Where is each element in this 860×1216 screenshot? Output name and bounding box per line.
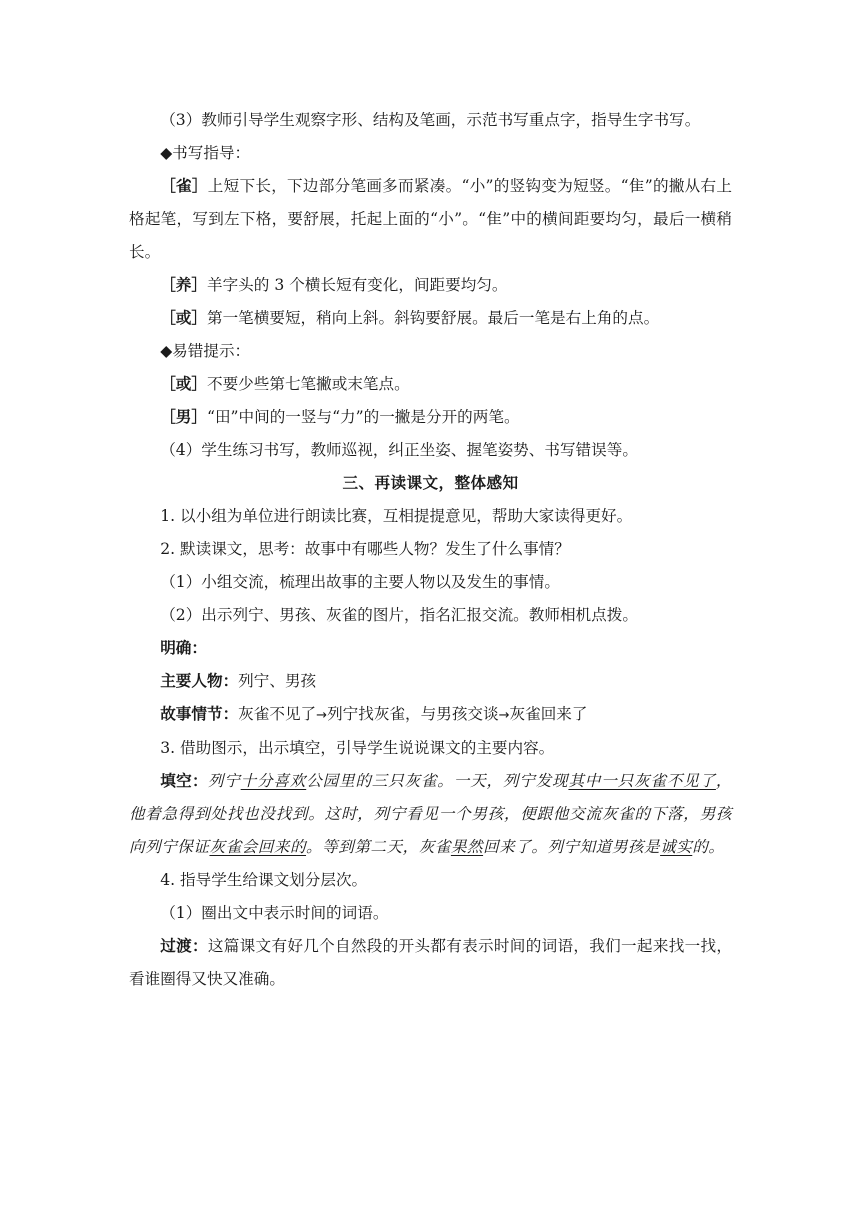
fill-answer-1: 十分喜欢 bbox=[240, 772, 307, 790]
fill-text-5: 回来了。列宁知道男孩是 bbox=[483, 838, 661, 856]
item-2-2-paragraph: （2）出示列宁、男孩、灰雀的图片，指名汇报交流。教师相机点拨。 bbox=[160, 606, 638, 624]
characters-label: 主要人物： bbox=[160, 672, 239, 690]
step-3-paragraph: （3）教师引导学生观察字形、结构及笔画，示范书写重点字，指导生字书写。 bbox=[160, 111, 701, 129]
plot-step-2: 列宁找灰雀，与男孩交谈 bbox=[327, 705, 499, 723]
fill-text-6: 的。 bbox=[692, 838, 725, 856]
transition-label: 过渡： bbox=[160, 937, 208, 955]
writing-guide-title: ◆书写指导： bbox=[160, 144, 251, 162]
fill-text-1: 列宁 bbox=[207, 772, 241, 790]
fill-text-3: ，他着急得到处找也没找到。这时，列宁看见一个男孩，便跟他交流灰雀的下落，男孩向列宁保证 bbox=[129, 772, 733, 856]
fill-answer-2: 其中一只灰雀不见了 bbox=[568, 772, 716, 790]
fill-answer-4: 果然 bbox=[450, 838, 484, 856]
section-3-heading: 三、再读课文，整体感知 bbox=[342, 474, 519, 492]
yang-text: 羊字头的 3 个横长短有变化，间距要均匀。 bbox=[206, 276, 508, 294]
fill-text-2: 公园里的三只灰雀。一天，列宁发现 bbox=[306, 772, 569, 790]
que-guide-paragraph bbox=[129, 170, 732, 269]
huo-error-label: ［或］ bbox=[160, 375, 207, 393]
step-4-paragraph: （4）学生练习书写，教师巡视，纠正坐姿、握笔姿势、书写错误等。 bbox=[160, 441, 638, 459]
nan-error-text: “田”中间的一竖与“力”的一撇是分开的两笔。 bbox=[206, 408, 520, 426]
error-tips-title: ◆易错提示： bbox=[160, 342, 251, 360]
item-3-paragraph: 3. 借助图示，出示填空，引导学生说说课文的主要内容。 bbox=[160, 739, 555, 757]
fill-blank-paragraph bbox=[129, 765, 732, 864]
fill-label: 填空： bbox=[160, 772, 208, 790]
yang-label: ［养］ bbox=[160, 276, 207, 294]
fill-text-4: 。等到第二天，灰雀 bbox=[306, 838, 451, 856]
huo-error-text: 不要少些第七笔撇或末笔点。 bbox=[206, 375, 410, 393]
clarify-label: 明确： bbox=[160, 639, 207, 657]
plot-arrow-icon: → bbox=[316, 708, 328, 723]
document-page bbox=[129, 104, 732, 996]
yang-guide-paragraph bbox=[129, 269, 732, 302]
que-label: ［雀］ bbox=[160, 177, 208, 195]
nan-error-label: ［男］ bbox=[160, 408, 207, 426]
item-2-paragraph: 2. 默读课文，思考：故事中有哪些人物？发生了什么事情？ bbox=[160, 540, 570, 558]
que-text: 上短下长，下边部分笔画多而紧凑。“小”的竖钩变为短竖。“隹”的撇从右上格起笔，写到左下格，要舒展，托起上面的“小”。“隹”中的横间距要均匀，最后一横稍长。 bbox=[129, 177, 732, 261]
transition-paragraph bbox=[129, 930, 732, 996]
huo-error-paragraph bbox=[129, 368, 732, 401]
plot-paragraph bbox=[129, 698, 732, 732]
fill-answer-5: 诚实 bbox=[660, 838, 693, 856]
plot-step-1: 灰雀不见了 bbox=[238, 705, 317, 723]
huo-label: ［或］ bbox=[160, 309, 207, 327]
plot-step-3: 灰雀回来了 bbox=[509, 705, 588, 723]
transition-text: 这篇课文有好几个自然段的开头都有表示时间的词语，我们一起来找一找，看谁圈得又快又准确。 bbox=[129, 937, 732, 988]
huo-text: 第一笔横要短，稍向上斜。斜钩要舒展。最后一笔是右上角的点。 bbox=[206, 309, 660, 327]
characters-text: 列宁、男孩 bbox=[238, 672, 317, 690]
nan-error-paragraph bbox=[129, 401, 732, 434]
fill-answer-3: 灰雀会回来的 bbox=[209, 838, 307, 856]
item-1-paragraph: 1. 以小组为单位进行朗读比赛，互相提提意见，帮助大家读得更好。 bbox=[160, 507, 633, 525]
huo-guide-paragraph bbox=[129, 302, 732, 335]
item-2-1-paragraph: （1）小组交流，梳理出故事的主要人物以及发生的事情。 bbox=[160, 573, 560, 591]
plot-label: 故事情节： bbox=[160, 705, 239, 723]
item-4-paragraph: 4. 指导学生给课文划分层次。 bbox=[160, 871, 368, 889]
plot-arrow-icon: → bbox=[498, 708, 510, 723]
item-4-1-paragraph: （1）圈出文中表示时间的词语。 bbox=[160, 904, 389, 922]
characters-paragraph bbox=[129, 665, 732, 698]
